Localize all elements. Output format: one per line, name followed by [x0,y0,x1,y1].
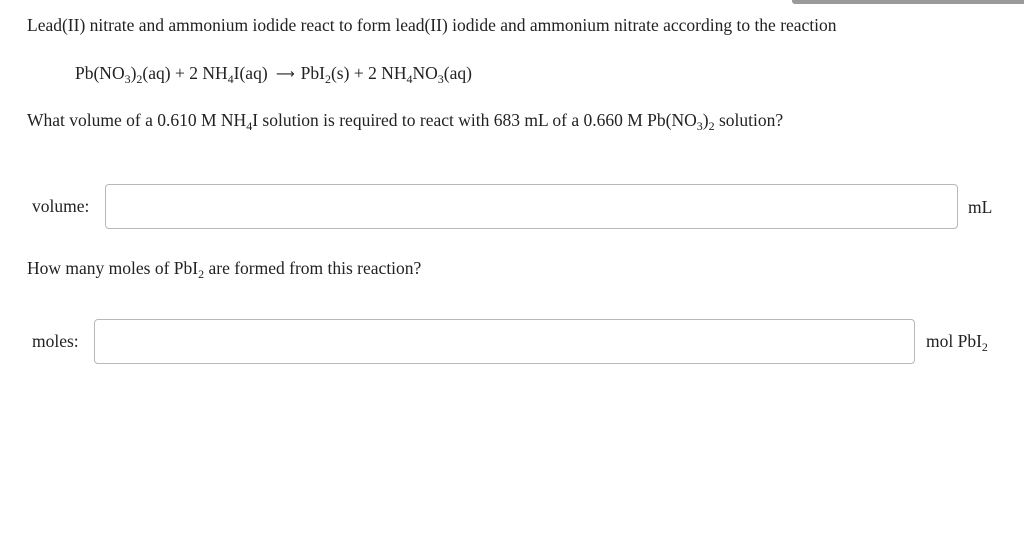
volume-input[interactable] [105,184,958,229]
moles-question: How many moles of PbI$_2$ are formed from this reaction? [27,258,422,281]
product-lead-iodide: PbI$_2$(s) [300,63,350,86]
problem-intro: Lead(II) nitrate and ammonium iodide react to form lead(II) iodide and ammonium nitrate according to the reaction [27,15,837,35]
reaction-arrow-icon: ⟶ [276,67,295,82]
volume-question: What volume of a 0.610 M $NH_4I$ solution is required to react with 683 mL of a 0.660 M $Pb(NO_3)_2$ solution? [27,110,784,133]
reaction-equation [75,63,472,84]
volume-label: volume: [32,196,90,216]
top-edge-bar [792,0,1024,4]
volume-unit: mL [968,197,993,217]
plus-sign-2: + 2 NH [353,63,407,83]
plus-sign-1: + 2 NH [174,63,228,83]
product-ammonium-nitrate: $_4NO_3(aq)$ [406,63,472,86]
moles-label: moles: [32,331,79,351]
moles-unit: mol PbI$_2$ [926,331,988,354]
reactant-lead-nitrate: $Pb(NO_3)_2(aq)$ [75,63,171,86]
moles-input[interactable] [94,319,915,364]
reactant-ammonium-iodide: $_4$I(aq) [227,63,268,86]
